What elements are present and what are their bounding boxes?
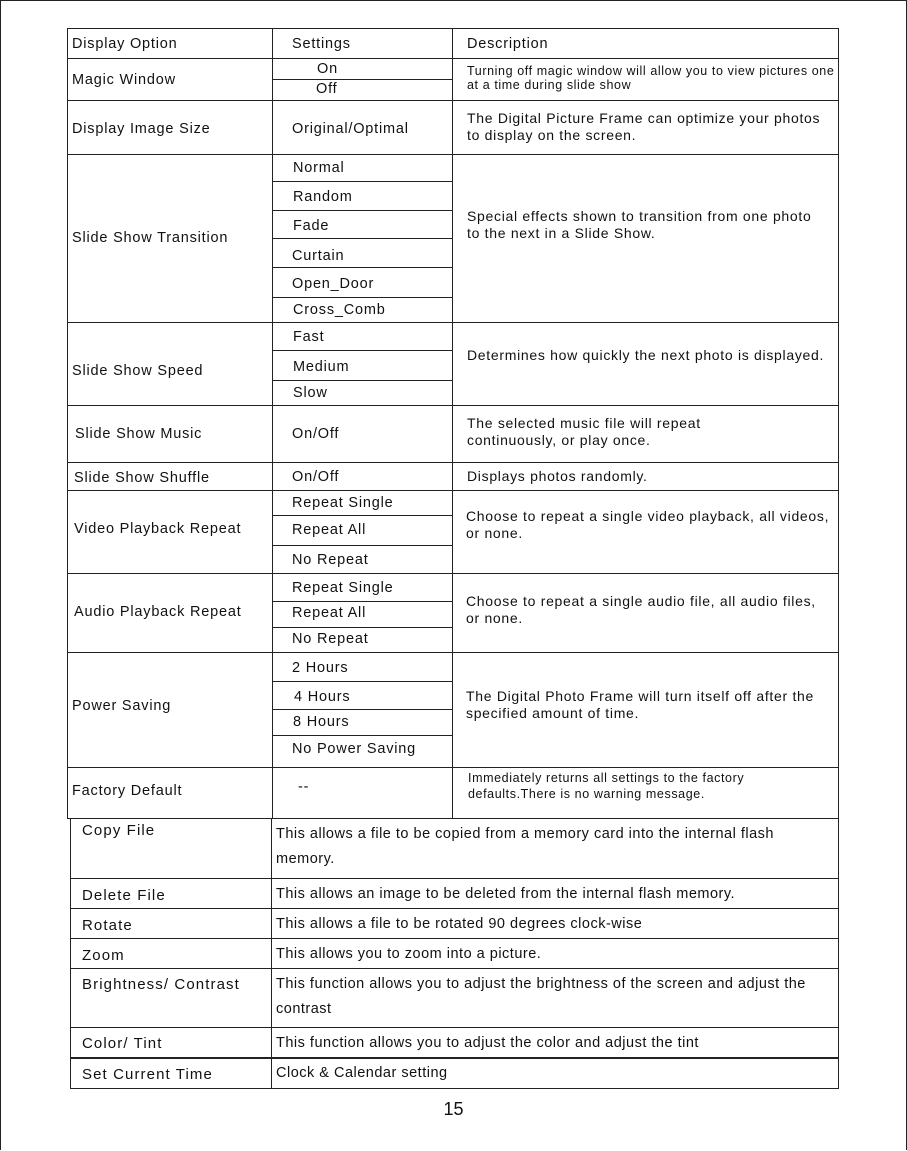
option-magic-window: Magic Window <box>72 72 176 88</box>
option-power-saving: Power Saving <box>72 698 172 714</box>
description-video-playback-repeat: Choose to repeat a single video playback, all videos, or none. <box>466 508 830 541</box>
setting-value: Off <box>316 81 338 97</box>
description-slide-show-shuffle: Displays photos randomly. <box>467 468 648 484</box>
setting-value: Repeat Single <box>292 495 394 511</box>
option-display-image-size: Display Image Size <box>72 121 211 137</box>
setting-value: Repeat All <box>292 605 367 621</box>
setting-value: Curtain <box>292 248 345 264</box>
option-slide-show-shuffle: Slide Show Shuffle <box>74 470 210 486</box>
setting-value: -- <box>298 779 310 795</box>
option-slide-show-music: Slide Show Music <box>75 426 203 442</box>
header-display-option: Display Option <box>72 36 178 52</box>
setting-value: Fade <box>293 218 330 234</box>
setting-value: No Repeat <box>292 552 369 568</box>
description-power-saving: The Digital Photo Frame will turn itself off after the specified amount of time. <box>466 688 815 721</box>
description-zoom: This allows you to zoom into a picture. <box>276 946 542 962</box>
description-brightness-contrast: This function allows you to adjust the brightness of the screen and adjust the contrast <box>276 976 806 1017</box>
description-set-current-time: Clock & Calendar setting <box>276 1065 448 1081</box>
setting-value: On/Off <box>292 426 340 442</box>
description-magic-window: Turning off magic window will allow you to view pictures one at a time during slide show <box>467 64 835 92</box>
option-factory-default: Factory Default <box>72 783 183 799</box>
setting-value: 8 Hours <box>293 714 350 730</box>
page-number: 15 <box>443 1099 464 1119</box>
function-zoom: Zoom <box>82 947 125 964</box>
setting-value: Slow <box>293 385 328 401</box>
setting-value: Medium <box>293 359 350 375</box>
description-slide-show-music: The selected music file will repeat continuously, or play once. <box>467 415 701 448</box>
setting-value: Fast <box>293 329 325 345</box>
setting-value: On/Off <box>292 469 340 485</box>
description-color-tint: This function allows you to adjust the color and adjust the tint <box>276 1035 699 1051</box>
description-audio-playback-repeat: Choose to repeat a single audio file, all audio files, or none. <box>466 593 816 626</box>
function-copy-file: Copy File <box>82 822 156 839</box>
option-video-playback-repeat: Video Playback Repeat <box>74 521 242 537</box>
option-slide-show-transition: Slide Show Transition <box>72 230 229 246</box>
description-slide-show-transition: Special effects shown to transition from one photo to the next in a Slide Show. <box>467 208 812 241</box>
function-set-current-time: Set Current Time <box>82 1066 213 1083</box>
setting-value: 4 Hours <box>294 689 351 705</box>
description-rotate: This allows a file to be rotated 90 degrees clock-wise <box>276 916 643 932</box>
option-audio-playback-repeat: Audio Playback Repeat <box>74 604 242 620</box>
option-slide-show-speed: Slide Show Speed <box>72 363 204 379</box>
function-rotate: Rotate <box>82 917 133 934</box>
description-display-image-size: The Digital Picture Frame can optimize your photos to display on the screen. <box>467 110 821 143</box>
setting-value: 2 Hours <box>292 660 349 676</box>
header-settings: Settings <box>292 36 351 52</box>
setting-value: Random <box>293 189 353 205</box>
function-brightness-contrast: Brightness/ Contrast <box>82 976 240 993</box>
setting-value: Repeat All <box>292 522 367 538</box>
setting-value: Cross_Comb <box>293 302 386 318</box>
setting-value: Original/Optimal <box>292 121 409 137</box>
setting-value: No Repeat <box>292 631 369 647</box>
description-delete-file: This allows an image to be deleted from the internal flash memory. <box>276 886 736 902</box>
description-copy-file: This allows a file to be copied from a memory card into the internal flash memory. <box>276 826 774 867</box>
function-color-tint: Color/ Tint <box>82 1035 163 1052</box>
function-delete-file: Delete File <box>82 887 166 904</box>
header-description: Description <box>467 36 549 52</box>
description-factory-default: Immediately returns all settings to the factory defaults.There is no warning message. <box>468 771 745 801</box>
setting-value: Repeat Single <box>292 580 394 596</box>
setting-value: No Power Saving <box>292 741 417 757</box>
setting-value: On <box>317 61 338 77</box>
setting-value: Normal <box>293 160 345 176</box>
setting-value: Open_Door <box>292 276 375 292</box>
description-slide-show-speed: Determines how quickly the next photo is displayed. <box>467 347 825 363</box>
